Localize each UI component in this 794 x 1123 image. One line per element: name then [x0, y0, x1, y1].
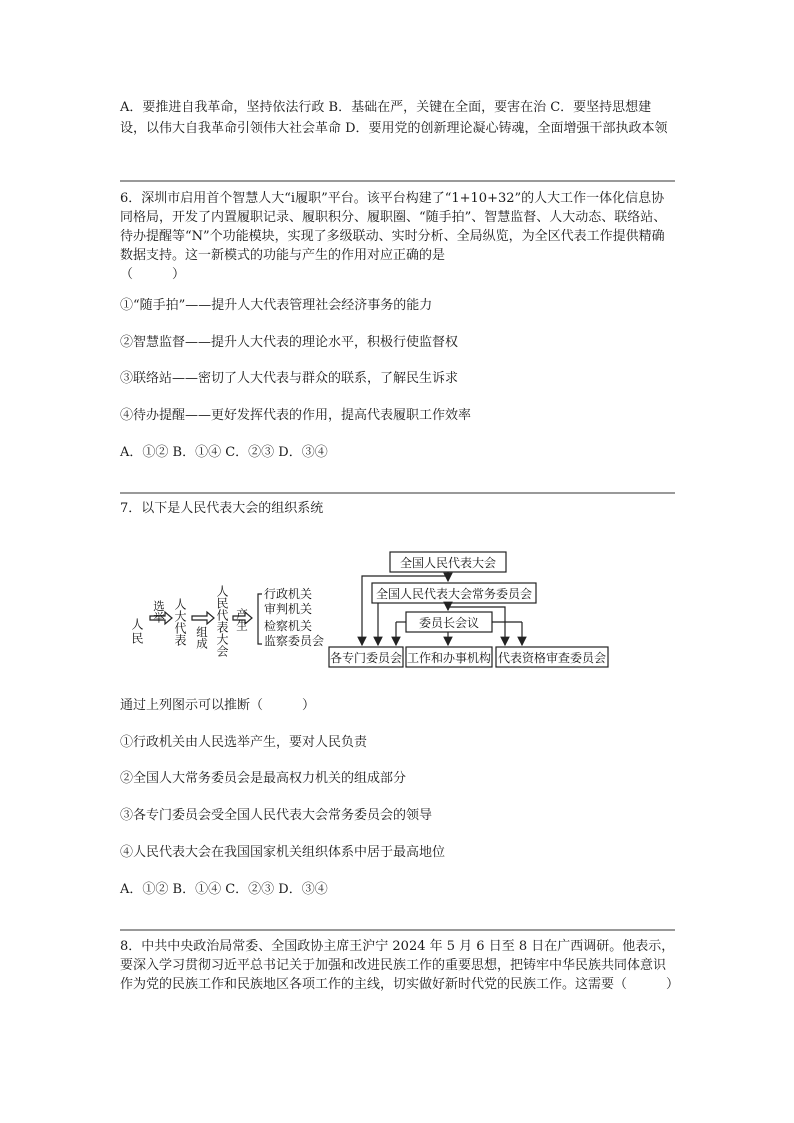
box-npc: 全国人民代表大会	[399, 556, 497, 570]
q8-stem: 8．中共中央政治局常委、全国政协主席王沪宁 2024 年 5 月 6 日至 8 日在广西调研。他表示，要深入学习贯彻习近平总书记关于加强和改进民族工作的重要思想，把铸牢中华民族共同体意识作为党的民族工作和民族地区各项工作的主线，切实做好新时代党的民族工作。这需要（ ）	[120, 939, 680, 992]
label-congress: 人民代表大会	[215, 585, 229, 657]
q6-stem-text: 6．深圳市启用首个智慧人大“i履职”平台。该平台构建了“1+10+32”的人大工作一体化信息协同格局，开发了内置履职记录、履职积分、履职圈、“随手拍”、智慧监督、人大动态、联络站、待办提醒等“N”个功能模块，实现了多级联动、实时分析、全局纵览，为全区代表工作提供精确数据支持。这一新模式的功能与产生的作用对应正确的是	[120, 191, 667, 263]
box-offices: 工作和办事机构	[406, 651, 492, 665]
q7-stem: 7．以下是人民代表大会的组织系统	[120, 501, 324, 516]
q6-item-1: ①“随手拍”——提升人大代表管理社会经济事务的能力	[120, 298, 433, 313]
q7-choices: A．①② B．①④ C．②③ D．③④	[120, 882, 328, 897]
label-compose: 组成	[195, 626, 209, 649]
divider-q6	[120, 180, 675, 182]
box-committees: 各专门委员会	[329, 651, 403, 665]
q6-bracket: （ ）	[120, 267, 186, 282]
npc-organization-diagram	[0, 540, 794, 675]
q6-item-4: ④待办提醒——更好发挥代表的作用，提高代表履职工作效率	[120, 408, 472, 423]
q7-item-1: ①行政机关由人民选举产生，要对人民负责	[120, 735, 368, 750]
label-produce: 产生	[235, 608, 249, 631]
q5-options: A．要推进自我革命，坚持依法行政 B．基础在严，关键在全面，要害在治 C．要坚持思想建设，以伟大自我革命引领伟大社会革命 D．要用党的创新理论凝心铸魂，全面增强干部执政本领	[120, 100, 668, 136]
q7-item-3: ③各专门委员会受全国人民代表大会常务委员会的领导	[120, 808, 433, 823]
label-people: 人民	[130, 618, 144, 646]
organ-supervisory: 监察委员会	[264, 634, 325, 648]
divider-q8	[120, 929, 675, 931]
organ-judicial: 审判机关	[264, 602, 313, 616]
label-elect: 选举	[152, 600, 166, 623]
organ-procuratorial: 检察机关	[264, 619, 313, 633]
q6-stem	[120, 189, 675, 284]
divider-q7	[120, 492, 675, 494]
q7-question: 通过上列图示可以推断（ ）	[120, 698, 316, 713]
box-credentials: 代表资格审查委员会	[497, 651, 607, 665]
box-council: 委员长会议	[418, 616, 480, 630]
organ-administrative: 行政机关	[264, 587, 313, 601]
q6-item-2: ②智慧监督——提升人大代表的理论水平，积极行使监督权	[120, 335, 459, 350]
label-deputies: 人大代表	[173, 598, 187, 646]
q6-item-3: ③联络站——密切了人大代表与群众的联系，了解民生诉求	[120, 371, 459, 386]
q7-item-2: ②全国人大常务委员会是最高权力机关的组成部分	[120, 771, 407, 786]
box-npcsc: 全国人民代表大会常务委员会	[375, 587, 533, 601]
q6-choices: A．①② B．①④ C．②③ D．③④	[120, 445, 328, 460]
q7-item-4: ④人民代表大会在我国国家机关组织体系中居于最高地位	[120, 845, 446, 860]
